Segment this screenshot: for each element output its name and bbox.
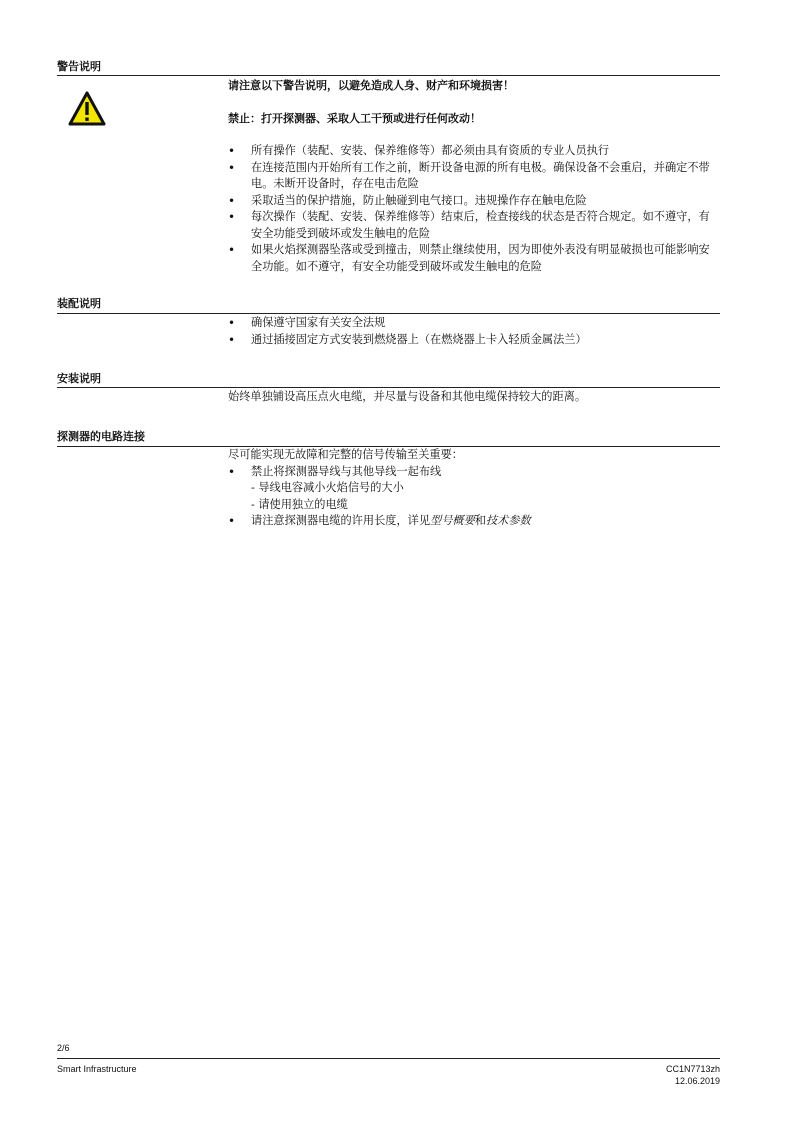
wiring-subitem: - 请使用独立的电缆 [251,497,348,511]
footer-date: 12.06.2019 [674,1076,720,1086]
wiring-body [228,447,720,530]
wiring-item-conjunction: 和 [474,514,486,527]
warning-heading: 警告说明 [57,60,101,73]
warning-list [228,143,720,275]
wiring-intro: 尽可能实现无故障和完整的信号传输至关重要： [228,448,463,461]
installation-heading: 安装说明 [57,372,101,385]
type-overview-reference: 型号概要 [430,514,475,527]
warning-notice: 请注意以下警告说明，以避免造成人身、财产和环境损害！ [228,79,514,92]
wiring-list-2 [228,513,720,530]
installation-body [228,389,720,406]
assembly-list [228,315,720,348]
installation-rule [57,387,720,388]
list-item [228,464,720,481]
list-item: • 所有操作（装配、安装、保养维修等）都必须由具有资质的专业人员执行 [228,143,720,160]
list-item: • 每次操作（装配、安装、保养维修等）结束后，检查接线的状态是否符合规定。如不遵守，有安全功能受到破坏或发生触电的危险 [228,209,720,242]
page-number: 2/6 [57,1043,70,1053]
assembly-body [228,315,720,348]
list-item: • 采取适当的保护措施，防止触碰到电气接口。违规操作存在触电危险 [228,193,720,210]
wiring-subitem: - 导线电容减小火焰信号的大小 [251,481,404,494]
wiring-item-prefix: 请注意探测器电缆的许用长度，详见 [251,514,431,527]
wiring-item-text: 禁止将探测器导线与其他导线一起布线 [251,464,442,478]
assembly-rule [57,313,720,314]
list-item [228,513,720,530]
warning-triangle-icon [68,91,106,126]
footer-rule [57,1058,720,1059]
footer-company: Smart Infrastructure [57,1064,137,1074]
list-item: • 确保遵守国家有关安全法规 [228,315,720,332]
warning-rule [57,75,720,76]
footer-doc-id: CC1N7713zh [665,1064,720,1074]
installation-text: 始终单独铺设高压点火电缆，并尽量与设备和其他电缆保持较大的距离。 [228,390,587,403]
technical-data-reference: 技术参数 [485,514,531,527]
list-item: • 在连接范围内开始所有工作之前，断开设备电源的所有电极。确保设备不会重启，并确定不带电。未断开设备时，存在电击危险 [228,160,720,193]
assembly-heading: 装配说明 [57,297,101,310]
warning-prohibition: 禁止：打开探测器、采取人工干预或进行任何改动！ [228,111,481,125]
wiring-list [228,464,720,481]
wiring-heading: 探测器的电路连接 [57,430,145,443]
list-item: • 通过插接固定方式安装到燃烧器上（在燃烧器上卡入轻质金属法兰） [228,332,720,349]
warning-body [228,78,720,275]
list-item: • 如果火焰探测器坠落或受到撞击，则禁止继续使用，因为即使外表没有明显破损也可能影响安全功能。如不遵守，有安全功能受到破坏或发生触电的危险 [228,242,720,275]
